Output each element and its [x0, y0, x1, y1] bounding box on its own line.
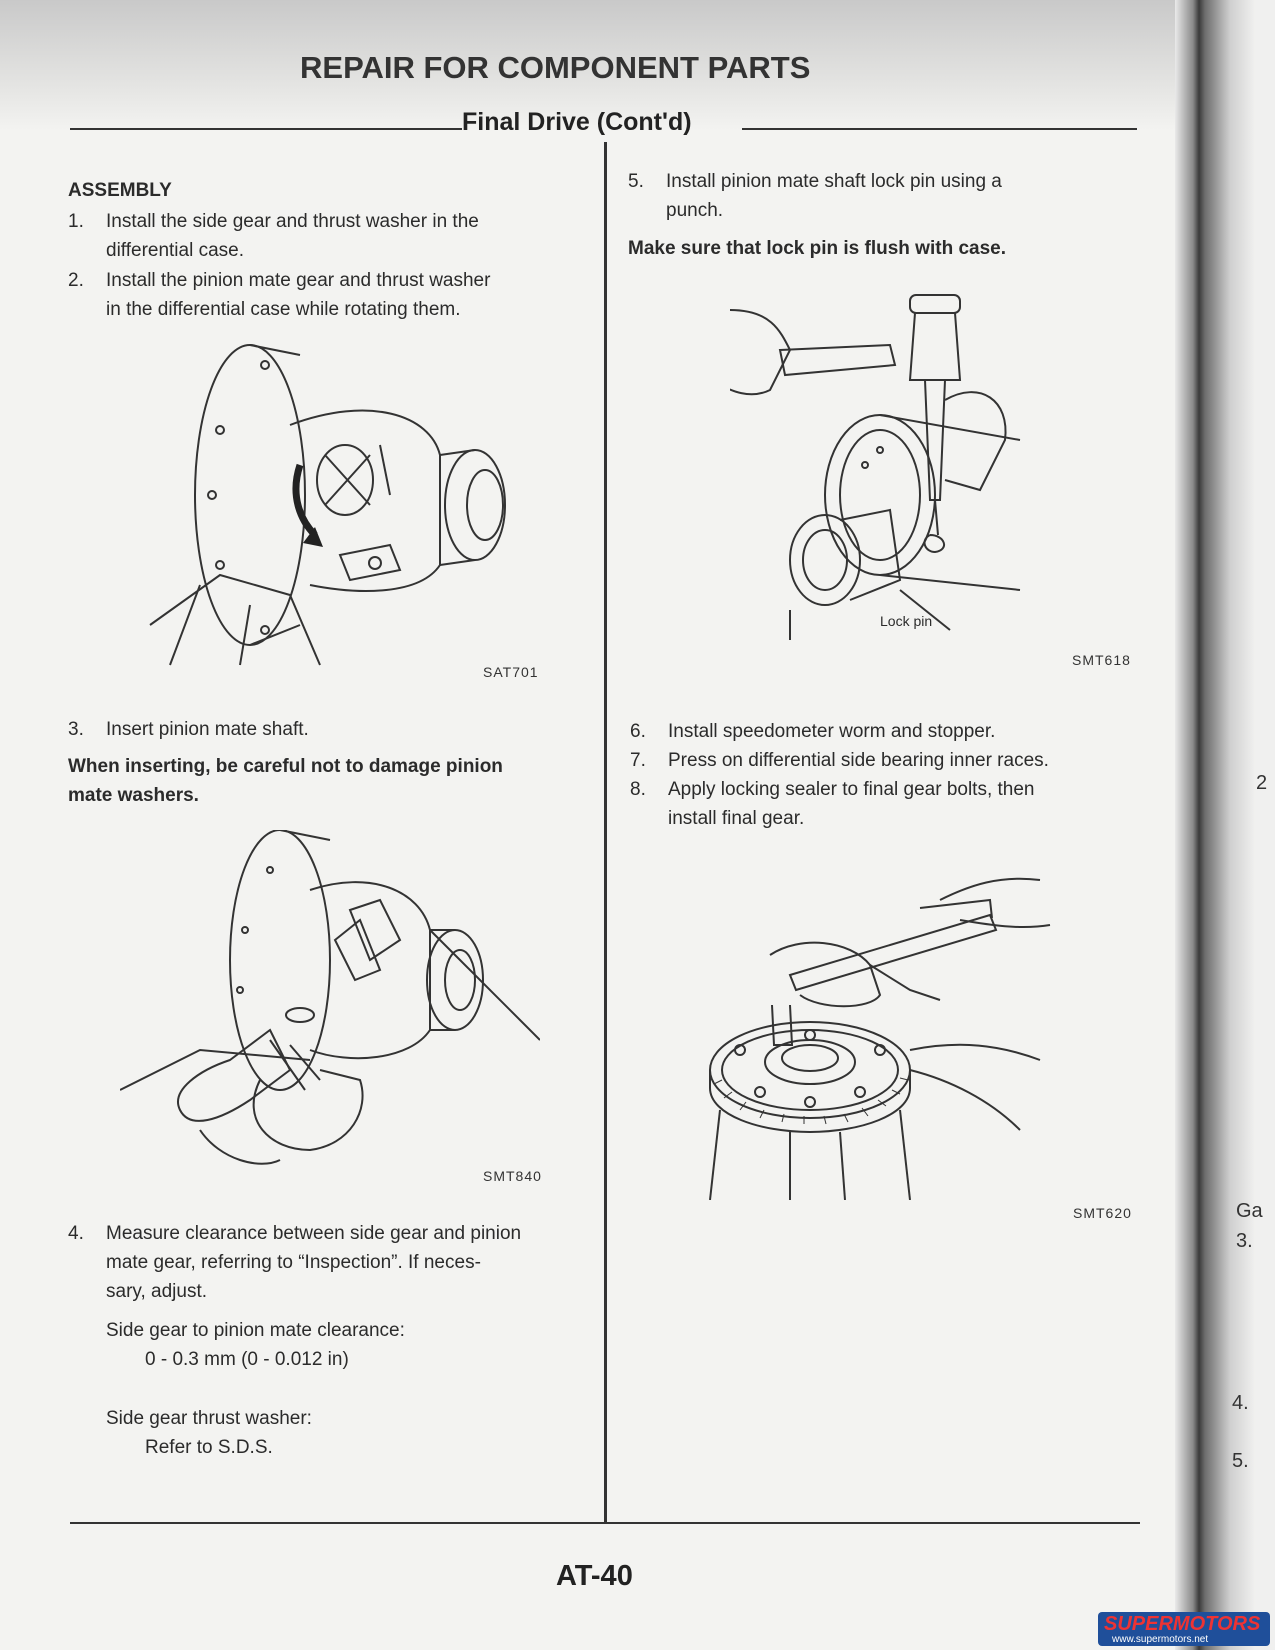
- step-5-line-1: Install pinion mate shaft lock pin using a: [666, 171, 1002, 192]
- spec-2-label: Side gear thrust washer:: [106, 1408, 312, 1429]
- step-4-line-2: mate gear, referring to “Inspection”. If neces-: [106, 1252, 481, 1273]
- figure-1-caption: SAT701: [483, 664, 539, 680]
- step-7-number: 7.: [630, 750, 646, 771]
- figure-final-gear-torque: [700, 870, 1060, 1200]
- edge-text-5: 5.: [1232, 1450, 1249, 1472]
- column-divider: [604, 142, 607, 1524]
- edge-text-1: 2: [1256, 772, 1268, 794]
- step-7-text: Press on differential side bearing inner races.: [668, 750, 1049, 771]
- step-4-line-3: sary, adjust.: [106, 1281, 208, 1302]
- step-3-number: 3.: [68, 719, 84, 740]
- watermark-url: www.supermotors.net: [1112, 1634, 1209, 1645]
- figure-2-caption: SMT840: [483, 1168, 542, 1184]
- step-1-number: 1.: [68, 211, 84, 232]
- step-4-line-1: Measure clearance between side gear and pinion: [106, 1223, 522, 1244]
- section-rule-left: [70, 128, 462, 130]
- step-2: [68, 266, 490, 324]
- flush-note: Make sure that lock pin is flush with case.: [628, 238, 1006, 259]
- figure-differential-case-rotate: [140, 335, 540, 675]
- edge-text-3: 3.: [1236, 1230, 1253, 1252]
- step-1-line-1: Install the side gear and thrust washer in the: [106, 211, 479, 232]
- caution-line-2: mate washers.: [68, 785, 199, 806]
- step-2-line-1: Install the pinion mate gear and thrust washer: [106, 270, 491, 291]
- spec-1-value: 0 - 0.3 mm (0 - 0.012 in): [145, 1349, 349, 1370]
- spec-1-label: Side gear to pinion mate clearance:: [106, 1320, 405, 1341]
- spec-2-value: Refer to S.D.S.: [145, 1437, 273, 1458]
- step-7: [630, 746, 1049, 775]
- step-8-line-2: install final gear.: [668, 808, 805, 829]
- step-4-number: 4.: [68, 1223, 84, 1244]
- watermark-name: SUPERMOTORS: [1104, 1613, 1261, 1635]
- step-6-text: Install speedometer worm and stopper.: [668, 721, 996, 742]
- step-3-text: Insert pinion mate shaft.: [106, 719, 309, 740]
- figure-lock-pin-punch: [730, 290, 1030, 640]
- step-2-line-2: in the differential case while rotating them.: [106, 299, 461, 320]
- step-1-line-2: differential case.: [106, 240, 245, 261]
- step-8-number: 8.: [630, 779, 646, 800]
- binding-shadow: [1175, 0, 1275, 1650]
- figure-3-caption: SMT618: [1072, 652, 1131, 668]
- step-2-number: 2.: [68, 270, 84, 291]
- step-8-line-1: Apply locking sealer to final gear bolts, then: [668, 779, 1035, 800]
- watermark-logo: [1098, 1612, 1270, 1646]
- step-5: [628, 167, 1002, 225]
- caution-note: [68, 752, 503, 810]
- step-6-number: 6.: [630, 721, 646, 742]
- section-title: Final Drive (Cont'd): [462, 108, 692, 136]
- page-number: AT-40: [556, 1560, 633, 1592]
- edge-text-2: Ga: [1236, 1200, 1263, 1222]
- section-rule-right: [742, 128, 1137, 130]
- figure-4-caption: SMT620: [1073, 1205, 1132, 1221]
- assembly-heading: ASSEMBLY: [68, 180, 172, 201]
- page-title: REPAIR FOR COMPONENT PARTS: [300, 50, 811, 85]
- edge-text-4: 4.: [1232, 1392, 1249, 1414]
- step-6: [630, 717, 995, 746]
- bottom-rule: [70, 1522, 1140, 1524]
- step-8: [630, 775, 1035, 833]
- step-5-line-2: punch.: [666, 200, 724, 221]
- step-5-number: 5.: [628, 171, 644, 192]
- step-4: [68, 1219, 521, 1306]
- lock-pin-label: Lock pin: [880, 613, 933, 629]
- step-3: [68, 715, 309, 744]
- step-1: [68, 207, 479, 265]
- figure-insert-pinion-shaft: [120, 830, 540, 1170]
- caution-line-1: When inserting, be careful not to damage pinion: [68, 756, 503, 777]
